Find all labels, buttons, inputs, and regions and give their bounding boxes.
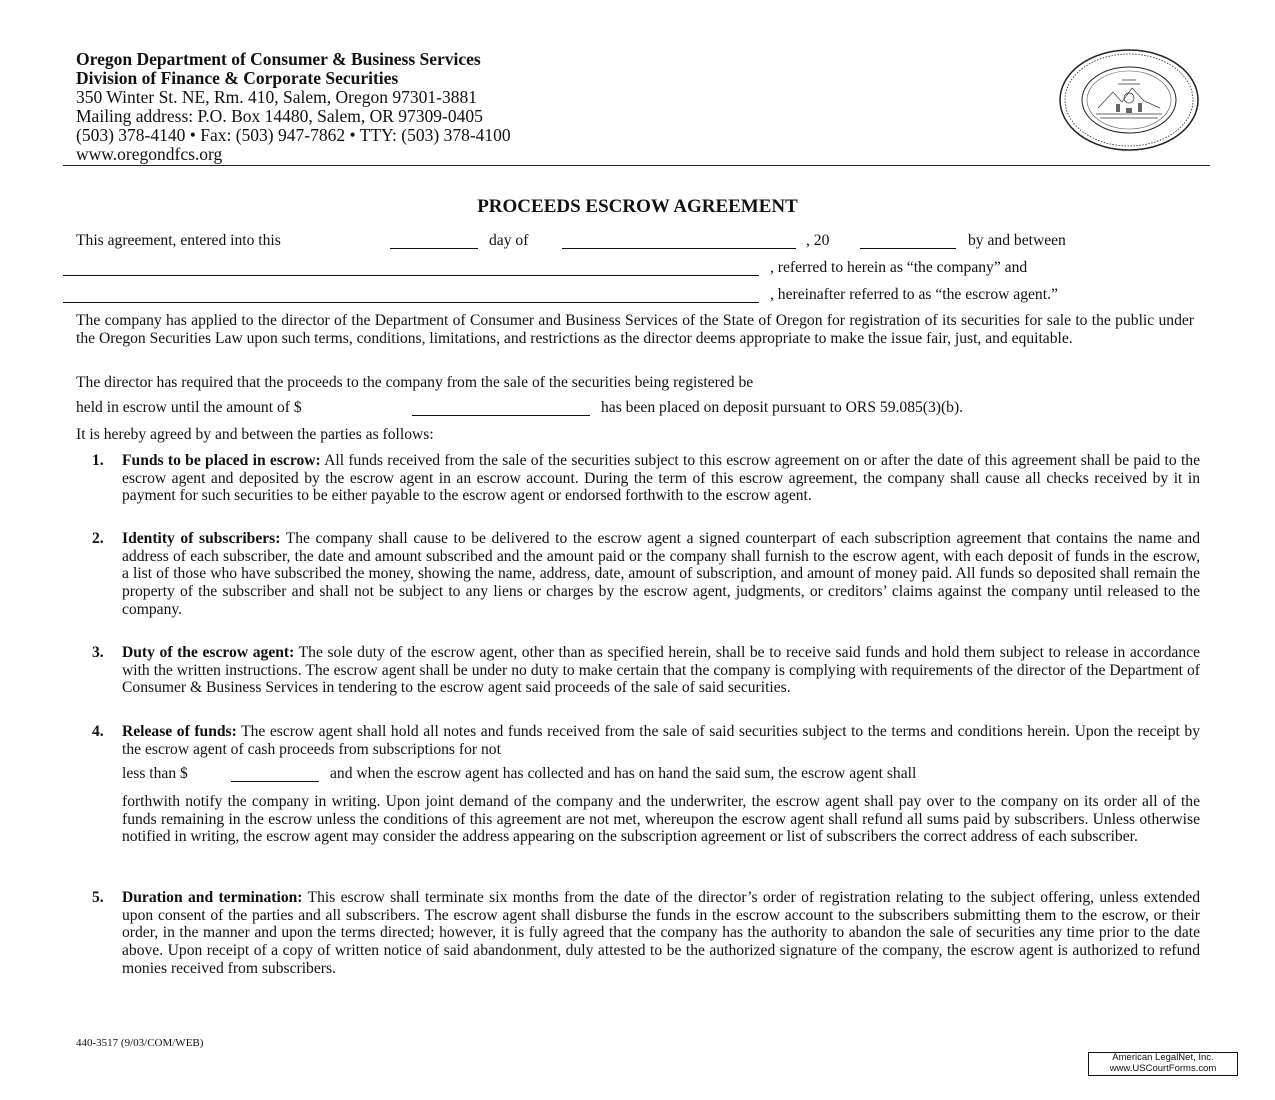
release-text-remainder: forthwith notify the company in writing. Upon joint demand of the company and the underwriter, the escrow agent shall pay over to the company on its order all of the funds remaining in the escrow unless the conditions of this agreement are not met, whereupon the escrow agent shall refund all sums paid by subscribers. Unless otherwise notified in writing, the escrow agent may consider the address appearing on the subscription agreement or list of subscribers the correct address of each subscriber. (122, 793, 1200, 846)
intro-text-entered: This agreement, entered into this (76, 232, 281, 249)
street-address: 350 Winter St. NE, Rm. 410, Salem, Oregon 97301-3881 (76, 87, 477, 107)
phone-numbers: (503) 378-4140 • Fax: (503) 947-7862 • TTY: (503) 378-4100 (76, 125, 511, 145)
month-field[interactable] (562, 234, 796, 249)
intro-text-escrow-agent: , hereinafter referred to as “the escrow agent.” (770, 286, 1058, 303)
item-number: 5. (92, 889, 104, 906)
item-text: The company shall cause to be delivered to the escrow agent a signed counterpart of each subscription agreement that contains the name and address of each subscriber, the date and amount subscribed and the amount paid or the company shall furnish to the escrow agent, with each deposit of funds in the escrow, a list of those who have subscribed the money, showing the name, address, date, amount of subscription, and amount of money paid. All funds so deposited shall remain the property of the subscriber and shall not be subject to any liens or charges by the escrow agent, judgments, or creditors’ claims against the company until released to the company. (122, 530, 1200, 618)
day-field[interactable] (390, 234, 478, 249)
item-text: All funds received from the sale of the securities subject to this escrow agreement on or after the date of this agreement shall be paid to the escrow agent and deposited by the escrow agent in an escrow account. During the term of this escrow agreement, the company shall cause all checks received by it in payment for such securities to be either payable to the escrow agent or endorsed forthwith to the escrow agent. (122, 452, 1201, 505)
publisher-badge (1088, 1052, 1238, 1076)
intro-text-company: , referred to herein as “the company” and (770, 259, 1028, 276)
item-number: 3. (92, 644, 104, 661)
form-number: 440-3517 (9/03/COM/WEB) (76, 1037, 204, 1049)
website: www.oregondfcs.org (76, 144, 223, 164)
release-text-less-than: less than $ (122, 765, 188, 782)
intro-text-day-of: day of (489, 232, 529, 249)
item-text: The sole duty of the escrow agent, other than as specified herein, shall be to receive said funds and hold them subject to release in accordance with the written instructions. The escrow agent shall be under no duty to make certain that the company is complying with requirements of the director of the Department of Consumer & Business Services in tendering to the escrow agent said proceeds of the sale of said securities. (122, 644, 1200, 697)
item-heading: Duty of the escrow agent: (122, 644, 295, 661)
item-release-of-funds (122, 723, 1200, 758)
item-heading: Duration and termination: (122, 889, 303, 906)
mailing-address: Mailing address: P.O. Box 14480, Salem, OR 97309-0405 (76, 106, 483, 126)
paragraph-director-line1: The director has required that the proceeds to the company from the sale of the securities being registered be (76, 374, 754, 391)
paragraph-director-line2a: held in escrow until the amount of $ (76, 399, 302, 416)
item-heading: Identity of subscribers: (122, 530, 281, 547)
item-duty-of-escrow-agent (122, 644, 1200, 697)
paragraph-agreed: It is hereby agreed by and between the parties as follows: (76, 426, 434, 443)
publisher-url: www.USCourtForms.com (1109, 1062, 1217, 1074)
item-duration-and-termination (122, 889, 1200, 978)
minimum-proceeds-field[interactable] (231, 767, 319, 782)
release-text-collected: and when the escrow agent has collected and has on hand the said sum, the escrow agent shall (330, 765, 917, 782)
paragraph-director-line2b: has been placed on deposit pursuant to ORS 59.085(3)(b). (601, 399, 964, 416)
year-field[interactable] (860, 234, 956, 249)
item-number: 2. (92, 530, 104, 547)
company-name-field[interactable] (63, 261, 759, 276)
paragraph-application: The company has applied to the director of the Department of Consumer and Business Services of the State of Oregon for registration of its securities for sale to the public under the Oregon Securities Law upon such terms, conditions, limitations, and restrictions as the director deems appropriate to make the issue fair, just, and equitable. (76, 312, 1194, 347)
escrow-amount-field[interactable] (412, 401, 590, 416)
item-text: This escrow shall terminate six months from the date of the director’s order of registration relating to the subject offering, unless extended upon consent of the parties and all subscribers. The escrow agent shall disburse the funds in the escrow account to the subscribers submitting them to the escrow, or their order, in the manner and upon the terms directed; however, it is fully agreed that the company has the authority to abandon the sale of securities any time prior to the date above. Upon receipt of a copy of written notice of said abandonment, duly attested to be the authorized signature of the company, the escrow agent is authorized to refund monies received from subscribers. (122, 889, 1200, 977)
item-identity-of-subscribers (122, 530, 1200, 619)
item-heading: Release of funds: (122, 723, 237, 740)
item-heading: Funds to be placed in escrow: (122, 452, 321, 469)
division-name: Division of Finance & Corporate Securities (76, 68, 399, 88)
agency-name: Oregon Department of Consumer & Business Services (76, 49, 481, 69)
page-title: PROCEEDS ESCROW AGREEMENT (477, 196, 798, 217)
publisher-name: American LegalNet, Inc. (1112, 1052, 1214, 1063)
item-number: 1. (92, 452, 104, 469)
agency-header (76, 50, 511, 164)
intro-text-between: by and between (968, 232, 1066, 249)
item-funds-in-escrow (122, 452, 1200, 505)
escrow-agent-name-field[interactable] (63, 288, 759, 303)
item-text: The escrow agent shall hold all notes and funds received from the sale of said securities subject to the terms and conditions herein. Upon the receipt by the escrow agent of cash proceeds from subscriptions for not (122, 723, 1200, 758)
item-number: 4. (92, 723, 104, 740)
intro-text-year-prefix: , 20 (806, 232, 830, 249)
header-divider (63, 165, 1210, 166)
state-seal-icon (1058, 48, 1200, 152)
